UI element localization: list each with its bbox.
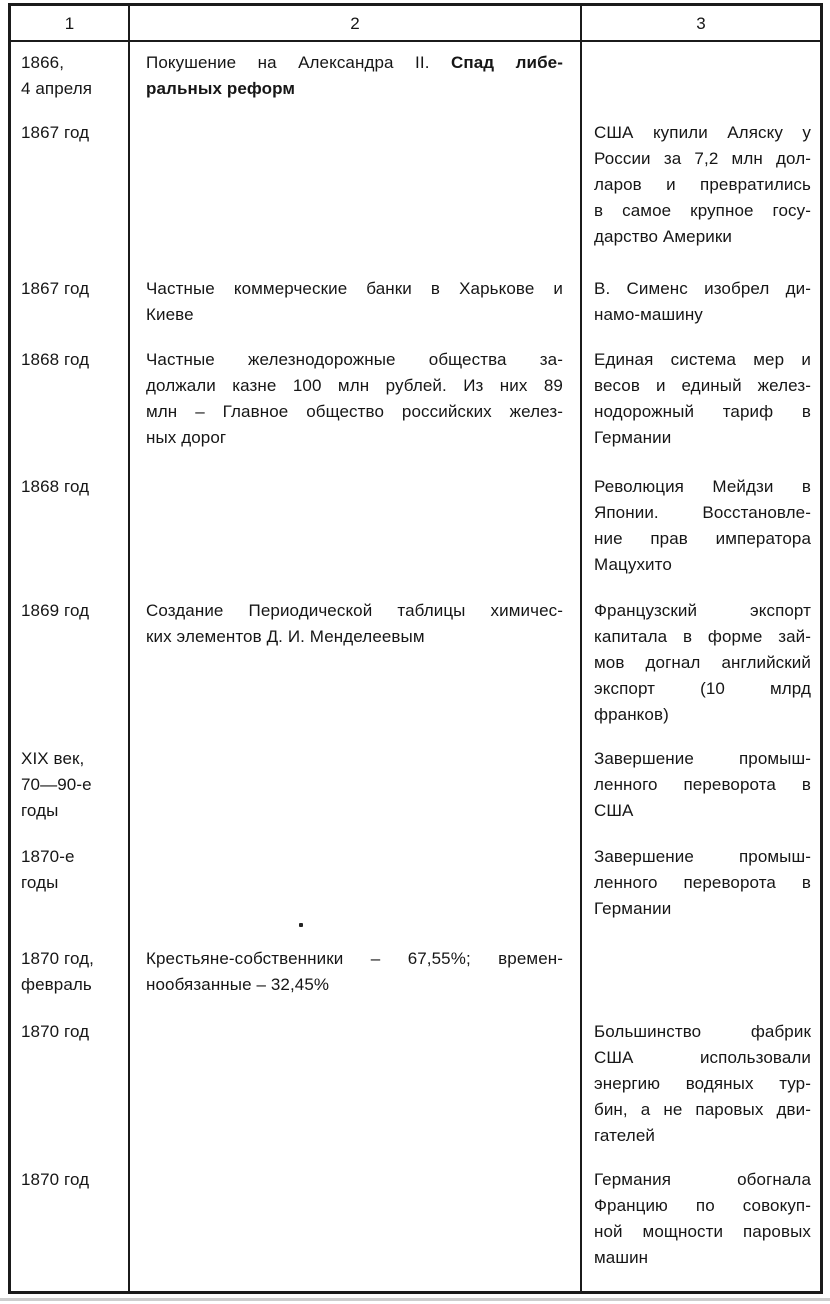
cell-date: 1866, 4 апреля — [11, 42, 130, 120]
table-row — [11, 1167, 820, 1291]
cell-date: 1867 год — [11, 276, 130, 347]
cell-event-world: Французский экспорт капитала в форме зай- мов догнал английский экспорт (10 млрд франков) — [594, 601, 811, 724]
cell-date: 1870-е годы — [11, 844, 130, 946]
table-row — [11, 598, 820, 746]
cell-event-russia — [130, 1019, 582, 1167]
cell-event-russia — [130, 474, 582, 598]
cell-event-russia: Создание Периодической таблицы химичес- ких элементов Д. И. Менделеевым — [130, 598, 582, 746]
header-cell-date: 1 — [11, 6, 130, 40]
cell-date: 1867 год — [11, 120, 130, 276]
cell-event-russia: Крестьяне-собственники – 67,55%; времен- нообязанные – 32,45% — [130, 946, 582, 1019]
header-cell-russia: 2 — [130, 6, 582, 40]
table-row — [11, 42, 820, 120]
cell-event-world: Большинство фабрик США использовали энергию водяных тур- бин, а не паровых дви- гателей — [594, 1022, 811, 1145]
table-header — [11, 6, 820, 42]
cell-event-russia: Частные коммерческие банки в Харькове и Киеве — [130, 276, 582, 347]
cell-event-world: В. Сименс изобрел ди- намо-машину — [594, 279, 811, 324]
cell-date: 1870 год — [11, 1167, 130, 1291]
cell-event-world: Завершение промыш- ленного переворота в США — [594, 749, 811, 820]
header-cell-world: 3 — [696, 13, 706, 33]
cell-event-world — [582, 42, 820, 120]
cell-event-russia — [130, 120, 582, 276]
cell-event-russia: Покушение на Александра II. Спад либе- ральных реформ — [130, 42, 582, 120]
cell-event-world: Единая система мер и весов и единый желез- нодорожный тариф в Германии — [594, 350, 811, 447]
cell-event-world: Завершение промыш- ленного переворота в Германии — [594, 847, 811, 918]
cell-event-russia — [130, 1167, 582, 1291]
cell-date: XIX век, 70—90-е годы — [11, 746, 130, 844]
scan-dot-artifact — [299, 923, 303, 927]
table-row — [11, 276, 820, 347]
cell-event-world: Германия обогнала Францию по совокуп- ной мощности паровых машин — [594, 1170, 811, 1267]
table-row — [11, 120, 820, 276]
cell-event-world: Революция Мейдзи в Японии. Восстановле- ние прав императора Мацухито — [594, 477, 811, 574]
cell-date: 1868 год — [11, 347, 130, 474]
cell-date: 1868 год — [11, 474, 130, 598]
cell-event-world: США купили Аляску у России за 7,2 млн дол- ларов и превратились в самое крупное госу- дарство Америки — [594, 123, 811, 246]
table-row — [11, 946, 820, 1019]
table-row — [11, 1019, 820, 1167]
chronology-table — [8, 3, 823, 1294]
cell-event-russia: Частные железнодорожные общества за- должали казне 100 млн рублей. Из них 89 млн – Главное общество российских желез- ных дорог — [130, 347, 582, 474]
cell-date: 1870 год — [11, 1019, 130, 1167]
cell-date: 1870 год, февраль — [11, 946, 130, 1019]
cell-event-russia — [130, 844, 582, 946]
cell-event-russia — [130, 746, 582, 844]
page-edge-shadow — [0, 1298, 830, 1301]
table-row — [11, 474, 820, 598]
cell-date: 1869 год — [11, 598, 130, 746]
table-row — [11, 844, 820, 946]
table-row — [11, 347, 820, 474]
cell-event-world — [582, 946, 820, 1019]
table-row — [11, 746, 820, 844]
